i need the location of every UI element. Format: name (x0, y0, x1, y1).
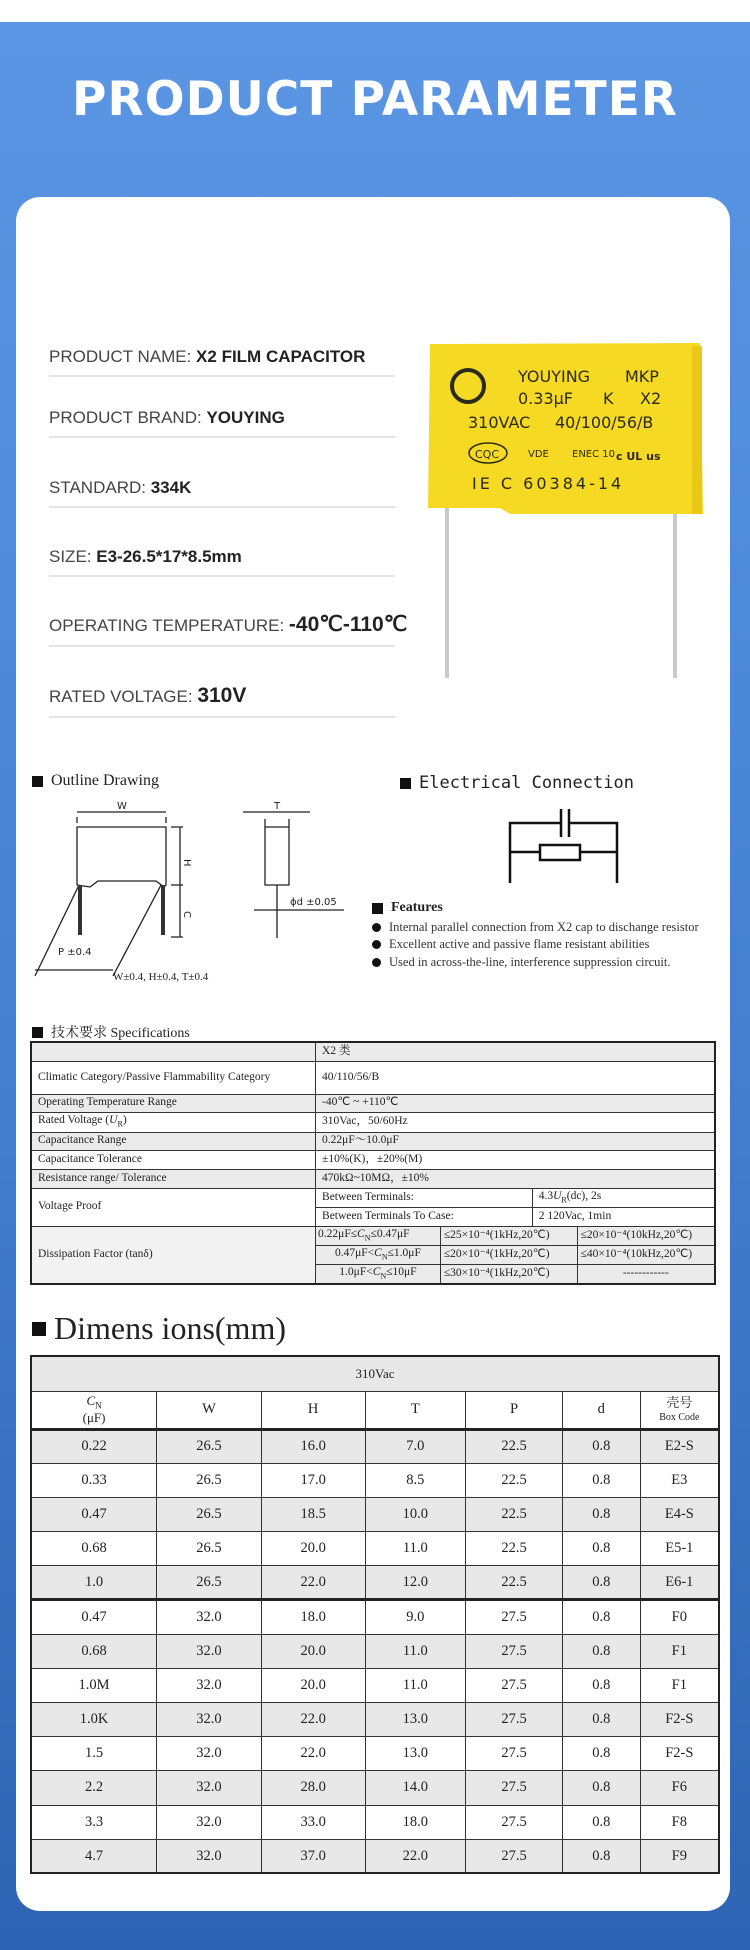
table-cell: 32.0 (157, 1805, 262, 1839)
table-cell: 22.0 (261, 1737, 365, 1771)
electrical-connection-heading (400, 773, 634, 793)
table-cell: Capacitance Range (31, 1132, 316, 1150)
heading-text: Features (391, 900, 443, 915)
table-cell: 18.5 (261, 1497, 365, 1531)
table-cell: Voltage Proof (31, 1188, 316, 1226)
svg-text:40/100/56/B: 40/100/56/B (555, 413, 654, 432)
table-cell: 33.0 (261, 1805, 365, 1839)
table-cell: F9 (640, 1839, 719, 1873)
svg-text:W: W (117, 801, 127, 812)
table-cell: 20.0 (261, 1668, 365, 1702)
table-row (31, 1188, 715, 1207)
table-cell: 27.5 (466, 1771, 563, 1805)
heading-text: 技术要求 Specifications (51, 1026, 190, 1041)
table-row (31, 1356, 719, 1391)
svg-text:0.33μF: 0.33μF (518, 389, 574, 408)
table-cell: X2 类 (316, 1042, 715, 1061)
table-cell: 1.0K (31, 1703, 157, 1737)
param-label: RATED VOLTAGE: (49, 687, 198, 706)
table-cell: 32.0 (157, 1668, 262, 1702)
table-cell: 0.8 (562, 1566, 640, 1600)
svg-text:K: K (603, 389, 614, 408)
svg-text:C: C (181, 911, 192, 918)
table-cell: F8 (640, 1805, 719, 1839)
table-cell: F0 (640, 1600, 719, 1634)
table-row (31, 1132, 715, 1150)
outline-drawing-heading (32, 772, 159, 790)
table-cell: F1 (640, 1668, 719, 1702)
table-cell: 310Vac (31, 1356, 719, 1391)
feature-item (372, 920, 699, 935)
table-cell: 8.5 (365, 1463, 466, 1497)
table-cell: 1.0 (31, 1566, 157, 1600)
svg-text:MKP: MKP (625, 367, 659, 386)
header-box-code: 壳号 Box Code (640, 1391, 719, 1429)
param-rated-voltage (49, 684, 395, 718)
table-cell: 20.0 (261, 1634, 365, 1668)
table-cell: 7.0 (365, 1429, 466, 1463)
table-cell: 12.0 (365, 1566, 466, 1600)
table-cell: 1.0M (31, 1668, 157, 1702)
table-cell: 0.47 (31, 1600, 157, 1634)
svg-text:W±0.4, H±0.4, T±0.4: W±0.4, H±0.4, T±0.4 (113, 971, 209, 983)
param-size (49, 547, 395, 577)
table-cell: 0.8 (562, 1600, 640, 1634)
table-cell: 32.0 (157, 1839, 262, 1873)
table-cell: 17.0 (261, 1463, 365, 1497)
table-cell: 22.5 (466, 1463, 563, 1497)
table-cell: 20.0 (261, 1532, 365, 1566)
svg-text:IE C 60384-14: IE C 60384-14 (472, 474, 625, 493)
specifications-table (30, 1041, 716, 1285)
bullet-square-icon (400, 778, 411, 789)
table-cell: 22.0 (261, 1703, 365, 1737)
table-row (31, 1532, 719, 1566)
heading-text: Electrical Connection (419, 773, 634, 793)
param-label: PRODUCT BRAND: (49, 408, 207, 427)
circuit-diagram (505, 805, 620, 885)
table-cell: 18.0 (261, 1600, 365, 1634)
table-cell: $4.3U_R(dc)$, 2s (532, 1188, 715, 1207)
table-cell: 2 120Vac, 1min (532, 1207, 715, 1226)
table-row (31, 1771, 719, 1805)
table-cell: 22.0 (261, 1566, 365, 1600)
table-cell: 11.0 (365, 1668, 466, 1702)
table-cell: Operating Temperature Range (31, 1094, 316, 1112)
table-row (31, 1634, 719, 1668)
table-cell: Between Terminals To Case: (316, 1207, 533, 1226)
table-cell: 3.3 (31, 1805, 157, 1839)
table-cell: 470kΩ~10MΩ，±10% (316, 1169, 715, 1188)
table-cell: ±10%(K)，±20%(M) (316, 1150, 715, 1169)
header-d: d (562, 1391, 640, 1429)
table-cell: 0.22 (31, 1429, 157, 1463)
table-row (31, 1429, 719, 1463)
table-row (31, 1042, 715, 1061)
table-cell: 0.8 (562, 1497, 640, 1531)
table-row (31, 1169, 715, 1188)
table-row (31, 1226, 715, 1245)
table-cell: E6-1 (640, 1566, 719, 1600)
table-cell: 32.0 (157, 1703, 262, 1737)
bullet-square-icon (372, 903, 383, 914)
specifications-heading (32, 1022, 190, 1042)
table-cell: 0.8 (562, 1805, 640, 1839)
table-cell: Between Terminals: (316, 1188, 533, 1207)
bullet-dot-icon (372, 958, 381, 967)
feature-text: Used in across-the-line, interference suppression circuit. (389, 955, 671, 969)
svg-text:CQC: CQC (475, 448, 500, 461)
table-row (31, 1839, 719, 1873)
param-label: STANDARD: (49, 478, 151, 497)
table-cell: ≤20×10⁻⁴(1kHz,20℃) (440, 1245, 577, 1264)
table-cell: 27.5 (466, 1668, 563, 1702)
header-w: W (157, 1391, 262, 1429)
table-cell: 13.0 (365, 1703, 466, 1737)
param-value: X2 FILM CAPACITOR (196, 347, 366, 366)
svg-text:310VAC: 310VAC (468, 413, 531, 432)
table-row (31, 1805, 719, 1839)
table-cell: 27.5 (466, 1600, 563, 1634)
table-cell: 0.68 (31, 1532, 157, 1566)
table-cell: 27.5 (466, 1839, 563, 1873)
table-row (31, 1703, 719, 1737)
table-row (31, 1600, 719, 1634)
header-h: H (261, 1391, 365, 1429)
table-row (31, 1150, 715, 1169)
table-cell: 0.8 (562, 1737, 640, 1771)
table-cell: 32.0 (157, 1600, 262, 1634)
outline-drawing (28, 795, 368, 990)
table-header-row (31, 1391, 719, 1429)
svg-text:T: T (274, 801, 281, 812)
table-cell: $0.47\mu F<C_N\le 1.0\mu F$ (316, 1245, 441, 1264)
table-cell: 22.5 (466, 1566, 563, 1600)
bullet-square-icon (32, 1027, 43, 1038)
table-cell: F1 (640, 1634, 719, 1668)
table-cell: 0.33 (31, 1463, 157, 1497)
table-cell: E2-S (640, 1429, 719, 1463)
table-cell: 0.8 (562, 1839, 640, 1873)
heading-text: Dimens ions(mm) (54, 1310, 286, 1346)
feature-text: Internal parallel connection from X2 cap to dischange resistor (389, 920, 699, 934)
param-operating-temperature (49, 612, 408, 647)
table-cell: 310Vac，50/60Hz (316, 1112, 715, 1132)
svg-text:YOUYING: YOUYING (518, 367, 591, 386)
table-cell: 26.5 (157, 1532, 262, 1566)
table-cell: 0.8 (562, 1429, 640, 1463)
table-cell: 0.8 (562, 1703, 640, 1737)
param-value: YOUYING (206, 408, 285, 427)
table-row (31, 1112, 715, 1132)
header-t: T (365, 1391, 466, 1429)
table-cell: Dissipation Factor (tanδ) (31, 1226, 316, 1284)
table-cell: 26.5 (157, 1429, 262, 1463)
table-cell: 32.0 (157, 1771, 262, 1805)
table-cell: 0.8 (562, 1463, 640, 1497)
svg-text:P ±0.4: P ±0.4 (58, 947, 92, 958)
svg-text:c UL us: c UL us (616, 450, 661, 463)
param-label: OPERATING TEMPERATURE: (49, 616, 289, 635)
table-cell (31, 1042, 316, 1061)
param-value: E3-26.5*17*8.5mm (96, 547, 242, 566)
table-cell: Climatic Category/Passive Flammability Category (31, 1061, 316, 1094)
table-cell: F2-S (640, 1737, 719, 1771)
feature-text: Excellent active and passive flame resistant abilities (389, 937, 650, 951)
param-value: 310V (197, 684, 247, 707)
table-row (31, 1094, 715, 1112)
table-cell: 1.5 (31, 1737, 157, 1771)
table-cell: 0.8 (562, 1668, 640, 1702)
table-cell: 2.2 (31, 1771, 157, 1805)
svg-text:ϕd ±0.05: ϕd ±0.05 (290, 897, 337, 908)
table-cell: 4.7 (31, 1839, 157, 1873)
table-cell: 11.0 (365, 1532, 466, 1566)
table-cell: $0.22\mu F\le C_N\le 0.47\mu F$ (316, 1226, 441, 1245)
param-value: 334K (150, 478, 192, 497)
table-cell: Capacitance Tolerance (31, 1150, 316, 1169)
table-cell: 0.8 (562, 1634, 640, 1668)
table-cell: ≤40×10⁻⁴(10kHz,20℃) (577, 1245, 715, 1264)
table-cell: 0.47 (31, 1497, 157, 1531)
param-label: PRODUCT NAME: (49, 347, 197, 366)
dimensions-heading (32, 1310, 286, 1347)
table-cell: Rated Voltage $(U_R)$ (31, 1112, 316, 1132)
table-cell: 13.0 (365, 1737, 466, 1771)
table-cell: 27.5 (466, 1703, 563, 1737)
table-row (31, 1463, 719, 1497)
feature-item (372, 937, 649, 952)
table-cell: E5-1 (640, 1532, 719, 1566)
table-cell: 22.5 (466, 1532, 563, 1566)
table-row (31, 1061, 715, 1094)
table-row (31, 1566, 719, 1600)
features-heading (372, 900, 443, 916)
param-product-brand (49, 408, 395, 438)
param-label: SIZE: (49, 547, 97, 566)
svg-text:X2: X2 (640, 389, 662, 408)
bullet-square-icon (32, 776, 43, 787)
table-cell: F6 (640, 1771, 719, 1805)
heading-text: Outline Drawing (51, 772, 159, 789)
svg-text:ENEC 10: ENEC 10 (572, 449, 616, 460)
param-product-name (49, 347, 395, 377)
table-cell: ------------ (577, 1264, 715, 1284)
svg-text:VDE: VDE (528, 449, 549, 460)
table-cell: 9.0 (365, 1600, 466, 1634)
table-cell: 18.0 (365, 1805, 466, 1839)
table-cell: $1.0\mu F<C_N\le 10\mu F$ (316, 1264, 441, 1284)
dimensions-table (30, 1355, 720, 1874)
table-cell: 22.0 (365, 1839, 466, 1873)
table-cell: 11.0 (365, 1634, 466, 1668)
table-row (31, 1668, 719, 1702)
table-cell: 16.0 (261, 1429, 365, 1463)
param-value: -40℃-110℃ (288, 613, 408, 636)
table-row (31, 1737, 719, 1771)
svg-text:H: H (181, 859, 192, 867)
table-row (31, 1497, 719, 1531)
table-cell: 22.5 (466, 1429, 563, 1463)
table-cell: 0.68 (31, 1634, 157, 1668)
table-cell: 28.0 (261, 1771, 365, 1805)
header-cn: $C_N$ (μF) (31, 1391, 157, 1429)
table-cell: -40℃ ~ +110℃ (316, 1094, 715, 1112)
feature-item (372, 955, 671, 970)
table-cell: E3 (640, 1463, 719, 1497)
table-cell: 0.8 (562, 1532, 640, 1566)
table-cell: 10.0 (365, 1497, 466, 1531)
table-cell: 27.5 (466, 1805, 563, 1839)
table-cell: ≤20×10⁻⁴(10kHz,20℃) (577, 1226, 715, 1245)
table-cell: F2-S (640, 1703, 719, 1737)
table-cell: 32.0 (157, 1737, 262, 1771)
table-cell: 0.8 (562, 1771, 640, 1805)
capacitor-image (420, 336, 715, 686)
table-cell: 26.5 (157, 1566, 262, 1600)
table-cell: 0.22μF～10.0μF (316, 1132, 715, 1150)
table-cell: E4-S (640, 1497, 719, 1531)
bullet-dot-icon (372, 940, 381, 949)
table-cell: Resistance range/ Tolerance (31, 1169, 316, 1188)
header-p: P (466, 1391, 563, 1429)
table-cell: 32.0 (157, 1634, 262, 1668)
bullet-square-icon (32, 1322, 46, 1336)
bullet-dot-icon (372, 923, 381, 932)
table-cell: 27.5 (466, 1737, 563, 1771)
table-cell: 27.5 (466, 1634, 563, 1668)
table-cell: 40/110/56/B (316, 1061, 715, 1094)
table-cell: 22.5 (466, 1497, 563, 1531)
table-cell: ≤30×10⁻⁴(1kHz,20℃) (440, 1264, 577, 1284)
table-cell: 26.5 (157, 1497, 262, 1531)
table-cell: 26.5 (157, 1463, 262, 1497)
table-cell: 37.0 (261, 1839, 365, 1873)
table-cell: ≤25×10⁻⁴(1kHz,20℃) (440, 1226, 577, 1245)
page-title: PRODUCT PARAMETER (72, 72, 678, 127)
param-standard (49, 478, 395, 508)
table-cell: 14.0 (365, 1771, 466, 1805)
